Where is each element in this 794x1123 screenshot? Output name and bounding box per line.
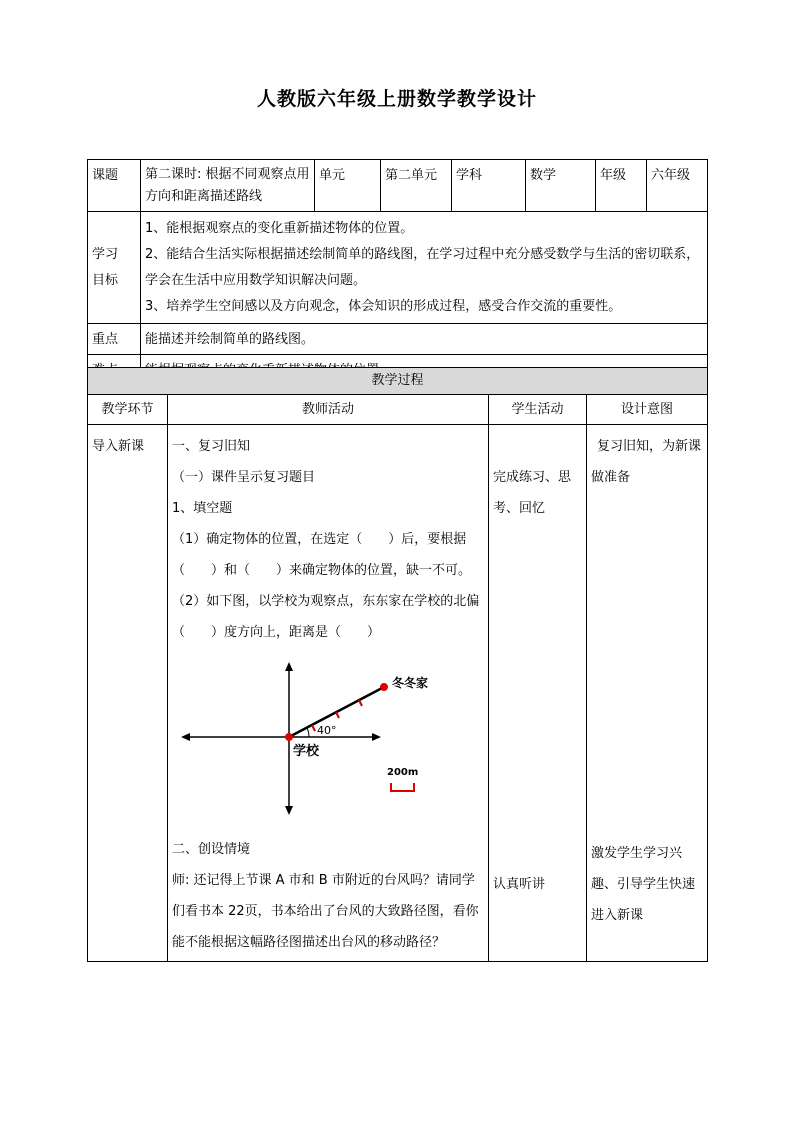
scale-bar: [391, 783, 414, 791]
header-stage: 教学环节: [88, 395, 168, 425]
scale-tick-3: [359, 700, 362, 706]
key-point-label: 重点: [88, 324, 141, 355]
objective-1: 1、能根据观察点的变化重新描述物体的位置。: [145, 221, 414, 236]
design-intent-cell: [587, 425, 708, 962]
direction-diagram: [176, 662, 456, 822]
angle-arc: [307, 728, 309, 737]
teacher-activity-cell: [168, 425, 489, 962]
intent-review: 复习旧知，为新课做准备: [591, 439, 702, 485]
review-sub: （一）课件呈示复习题目: [172, 470, 316, 485]
fill-heading: 1、填空题: [172, 501, 233, 516]
scenario-text: 师: 还记得上节课 A 市和 B 市附近的台风吗？请同学们看书本 22页，书本给出了台风的大致路径图，看你能不能根据这幅路径图描述出台风的移动路径？: [172, 873, 479, 950]
west-arrow-icon: [181, 733, 190, 741]
school-point-icon: [285, 733, 293, 741]
lesson-info-table: [87, 159, 708, 386]
north-arrow-icon: [285, 662, 293, 671]
question-1: （1）确定物体的位置，在选定（ ）后，要根据（ ）和（ ）来确定物体的位置，缺一不可。: [172, 532, 472, 578]
question-2: （2）如下图，以学校为观察点，东东家在学校的北偏（ ）度方向上，距离是（ ）: [172, 594, 480, 640]
unit-label: 单元: [315, 160, 381, 212]
home-label: 冬冬家: [392, 676, 429, 690]
scale-label: 200m: [387, 767, 419, 778]
grade-label: 年级: [596, 160, 647, 212]
subject-label: 学科: [452, 160, 526, 212]
student-scenario: 认真听讲: [493, 877, 546, 892]
school-label: 学校: [293, 744, 320, 759]
scale-tick-1: [312, 725, 315, 731]
east-arrow-icon: [372, 733, 381, 741]
objective-3: 3、培养学生空间感以及方向观念，体会知识的形成过程，感受合作交流的重要性。: [145, 299, 622, 314]
angle-label: 40°: [317, 724, 337, 737]
scenario-heading: 二、创设情境: [172, 842, 251, 857]
student-review: 完成练习、思考、回忆: [493, 470, 572, 516]
page-title: 人教版六年级上册数学教学设计: [256, 88, 537, 110]
topic-value: 第二课时: 根据不同观察点用方向和距离描述路线: [141, 160, 315, 212]
south-arrow-icon: [285, 806, 293, 815]
header-student: 学生活动: [489, 395, 587, 425]
scale-tick-2: [336, 712, 339, 718]
process-band-title: 教学过程: [88, 368, 708, 395]
info-row: [88, 160, 708, 212]
process-header-row: [88, 395, 708, 425]
subject-value: 数学: [526, 160, 596, 212]
objectives-label-line2: 目标: [92, 273, 119, 288]
teaching-process-table: [87, 367, 708, 962]
process-body-row: [88, 425, 708, 962]
review-heading: 一、复习旧知: [172, 439, 251, 454]
grade-value: 六年级: [647, 160, 708, 212]
intent-scenario: 激发学生学习兴趣、引导学生快速进入新课: [591, 846, 696, 923]
home-point-icon: [380, 683, 388, 691]
objectives-label-line1: 学习: [92, 247, 119, 262]
key-point-value: 能描述并绘制简单的路线图。: [141, 324, 708, 355]
key-point-row: [88, 324, 708, 355]
objective-2: 2、能结合生活实际根据描述绘制简单的路线图，在学习过程中充分感受数学与生活的密切联系，学会在生活中应用数学知识解决问题。: [145, 247, 700, 288]
unit-value: 第二单元: [381, 160, 452, 212]
topic-label: 课题: [88, 160, 141, 212]
header-teacher: 教师活动: [168, 395, 489, 425]
objectives-content: [141, 212, 708, 324]
header-intent: 设计意图: [587, 395, 708, 425]
objectives-label: [88, 212, 141, 324]
student-activity-cell: [489, 425, 587, 962]
stage-cell: 导入新课: [88, 425, 168, 962]
objectives-row: [88, 212, 708, 324]
